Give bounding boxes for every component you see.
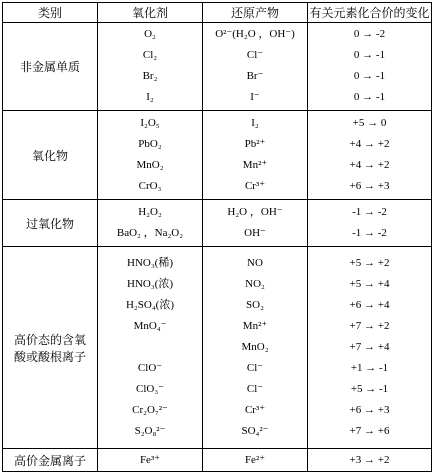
product-formula: Mn²⁺ — [242, 159, 268, 172]
valence-change: 0 → -1 — [353, 49, 386, 62]
oxidant-formula: I₂ — [146, 91, 154, 104]
valence-change: +6 → +4 — [349, 299, 390, 312]
oxidant-formula: ClO₃⁻ — [136, 383, 164, 396]
product-formula: Cr³⁺ — [244, 404, 266, 417]
valence-change: +6 → +3 — [349, 180, 390, 193]
group-oxyacids — [3, 247, 432, 449]
product-formula: O²⁻(H₂O ，OH⁻) — [215, 28, 295, 41]
oxidant-list — [98, 449, 203, 472]
oxidant-formula: HNO₃(稀) — [127, 257, 173, 270]
product-formula: MnO₂ — [241, 341, 269, 354]
valence-change: +4 → +2 — [349, 138, 390, 151]
oxidant-formula: H₂SO₄(浓) — [125, 299, 174, 312]
valence-change: 0 → -2 — [353, 28, 386, 41]
valence-change: +5 → 0 — [352, 117, 387, 130]
header-row — [3, 3, 432, 23]
oxidant-table-page — [2, 2, 431, 472]
product-formula: Pb²⁺ — [244, 138, 266, 151]
oxidant-formula: CrO₃ — [138, 180, 162, 193]
product-formula: I₂ — [251, 117, 259, 130]
valence-change: +1 → -1 — [350, 362, 389, 375]
oxidant-formula: BaO₂ ，Na₂O₂ — [116, 227, 184, 240]
valence-change: -1 → -2 — [352, 227, 387, 240]
product-list — [203, 111, 308, 200]
category-cell: 过氧化物 — [3, 199, 98, 246]
oxidant-formula: HNO₃(浓) — [127, 278, 173, 291]
change-list — [308, 22, 432, 111]
valence-change: +7 → +4 — [349, 341, 390, 354]
oxidant-formula: MnO₂ — [136, 159, 164, 172]
valence-change: 0 → -1 — [353, 70, 386, 83]
oxidant-formula: O₂ — [144, 28, 156, 41]
valence-change: +3 → +2 — [349, 453, 390, 466]
oxidant-formula: H₂O₂ — [138, 206, 162, 219]
product-formula: Mn²⁺ — [242, 320, 268, 333]
product-list — [203, 247, 308, 449]
product-formula: Cr³⁺ — [244, 180, 266, 193]
product-formula: Cl⁻ — [246, 49, 264, 62]
group-high-valence-metal-ions — [3, 449, 432, 472]
header-product: 还原产物 — [203, 3, 308, 23]
oxidant-formula: I₂O₅ — [140, 117, 160, 130]
header-category: 类别 — [3, 3, 98, 23]
product-formula: Br⁻ — [246, 70, 264, 83]
category-cell: 高价态的含氧酸或酸根离子 — [3, 247, 98, 449]
valence-change: +7 → +6 — [349, 425, 390, 438]
oxidant-formula: Br₂ — [142, 70, 158, 83]
header-change: 有关元素化合价的变化 — [308, 3, 432, 23]
product-formula: NO — [247, 257, 263, 270]
product-formula: NO₂ — [245, 278, 265, 291]
product-formula: OH⁻ — [244, 227, 266, 240]
product-list — [203, 449, 308, 472]
product-formula: SO₂ — [246, 299, 264, 312]
change-list — [308, 199, 432, 246]
valence-change: +7 → +2 — [349, 320, 390, 333]
oxidant-table — [2, 2, 432, 472]
group-nonmetal-elements — [3, 22, 432, 111]
oxidant-list — [98, 22, 203, 111]
oxidant-formula: ClO⁻ — [137, 362, 163, 375]
change-list — [308, 449, 432, 472]
change-list — [308, 111, 432, 200]
oxidant-formula — [98, 337, 202, 358]
product-list — [203, 22, 308, 111]
product-formula: Fe²⁺ — [244, 453, 266, 466]
valence-change: +4 → +2 — [349, 159, 390, 172]
oxidant-list — [98, 111, 203, 200]
oxidant-formula: MnO₄⁻ — [133, 320, 167, 333]
group-oxides — [3, 111, 432, 200]
oxidant-list — [98, 247, 203, 449]
product-formula: Cl⁻ — [246, 383, 264, 396]
oxidant-list — [98, 199, 203, 246]
oxidant-formula: S₂O₈²⁻ — [134, 425, 166, 438]
product-formula: SO₄²⁻ — [241, 425, 269, 438]
product-formula: I⁻ — [250, 91, 260, 104]
oxidant-formula: Cr₂O₇²⁻ — [132, 404, 168, 417]
header-oxidant: 氧化剂 — [98, 3, 203, 23]
valence-change: 0 → -1 — [353, 91, 386, 104]
valence-change: +6 → +3 — [349, 404, 390, 417]
valence-change: +5 → -1 — [350, 383, 389, 396]
category-cell: 高价金属离子 — [3, 449, 98, 472]
group-peroxides — [3, 199, 432, 246]
category-cell: 氧化物 — [3, 111, 98, 200]
change-list — [308, 247, 432, 449]
category-cell: 非金属单质 — [3, 22, 98, 111]
product-formula: Cl⁻ — [246, 362, 264, 375]
oxidant-formula: Fe³⁺ — [139, 453, 161, 466]
valence-change: +5 → +2 — [349, 257, 390, 270]
oxidant-formula: PbO₂ — [138, 138, 162, 151]
product-formula: H₂O ，OH⁻ — [227, 206, 283, 219]
product-list — [203, 199, 308, 246]
valence-change: +5 → +4 — [349, 278, 390, 291]
oxidant-formula: Cl₂ — [142, 49, 158, 62]
valence-change: -1 → -2 — [352, 206, 387, 219]
